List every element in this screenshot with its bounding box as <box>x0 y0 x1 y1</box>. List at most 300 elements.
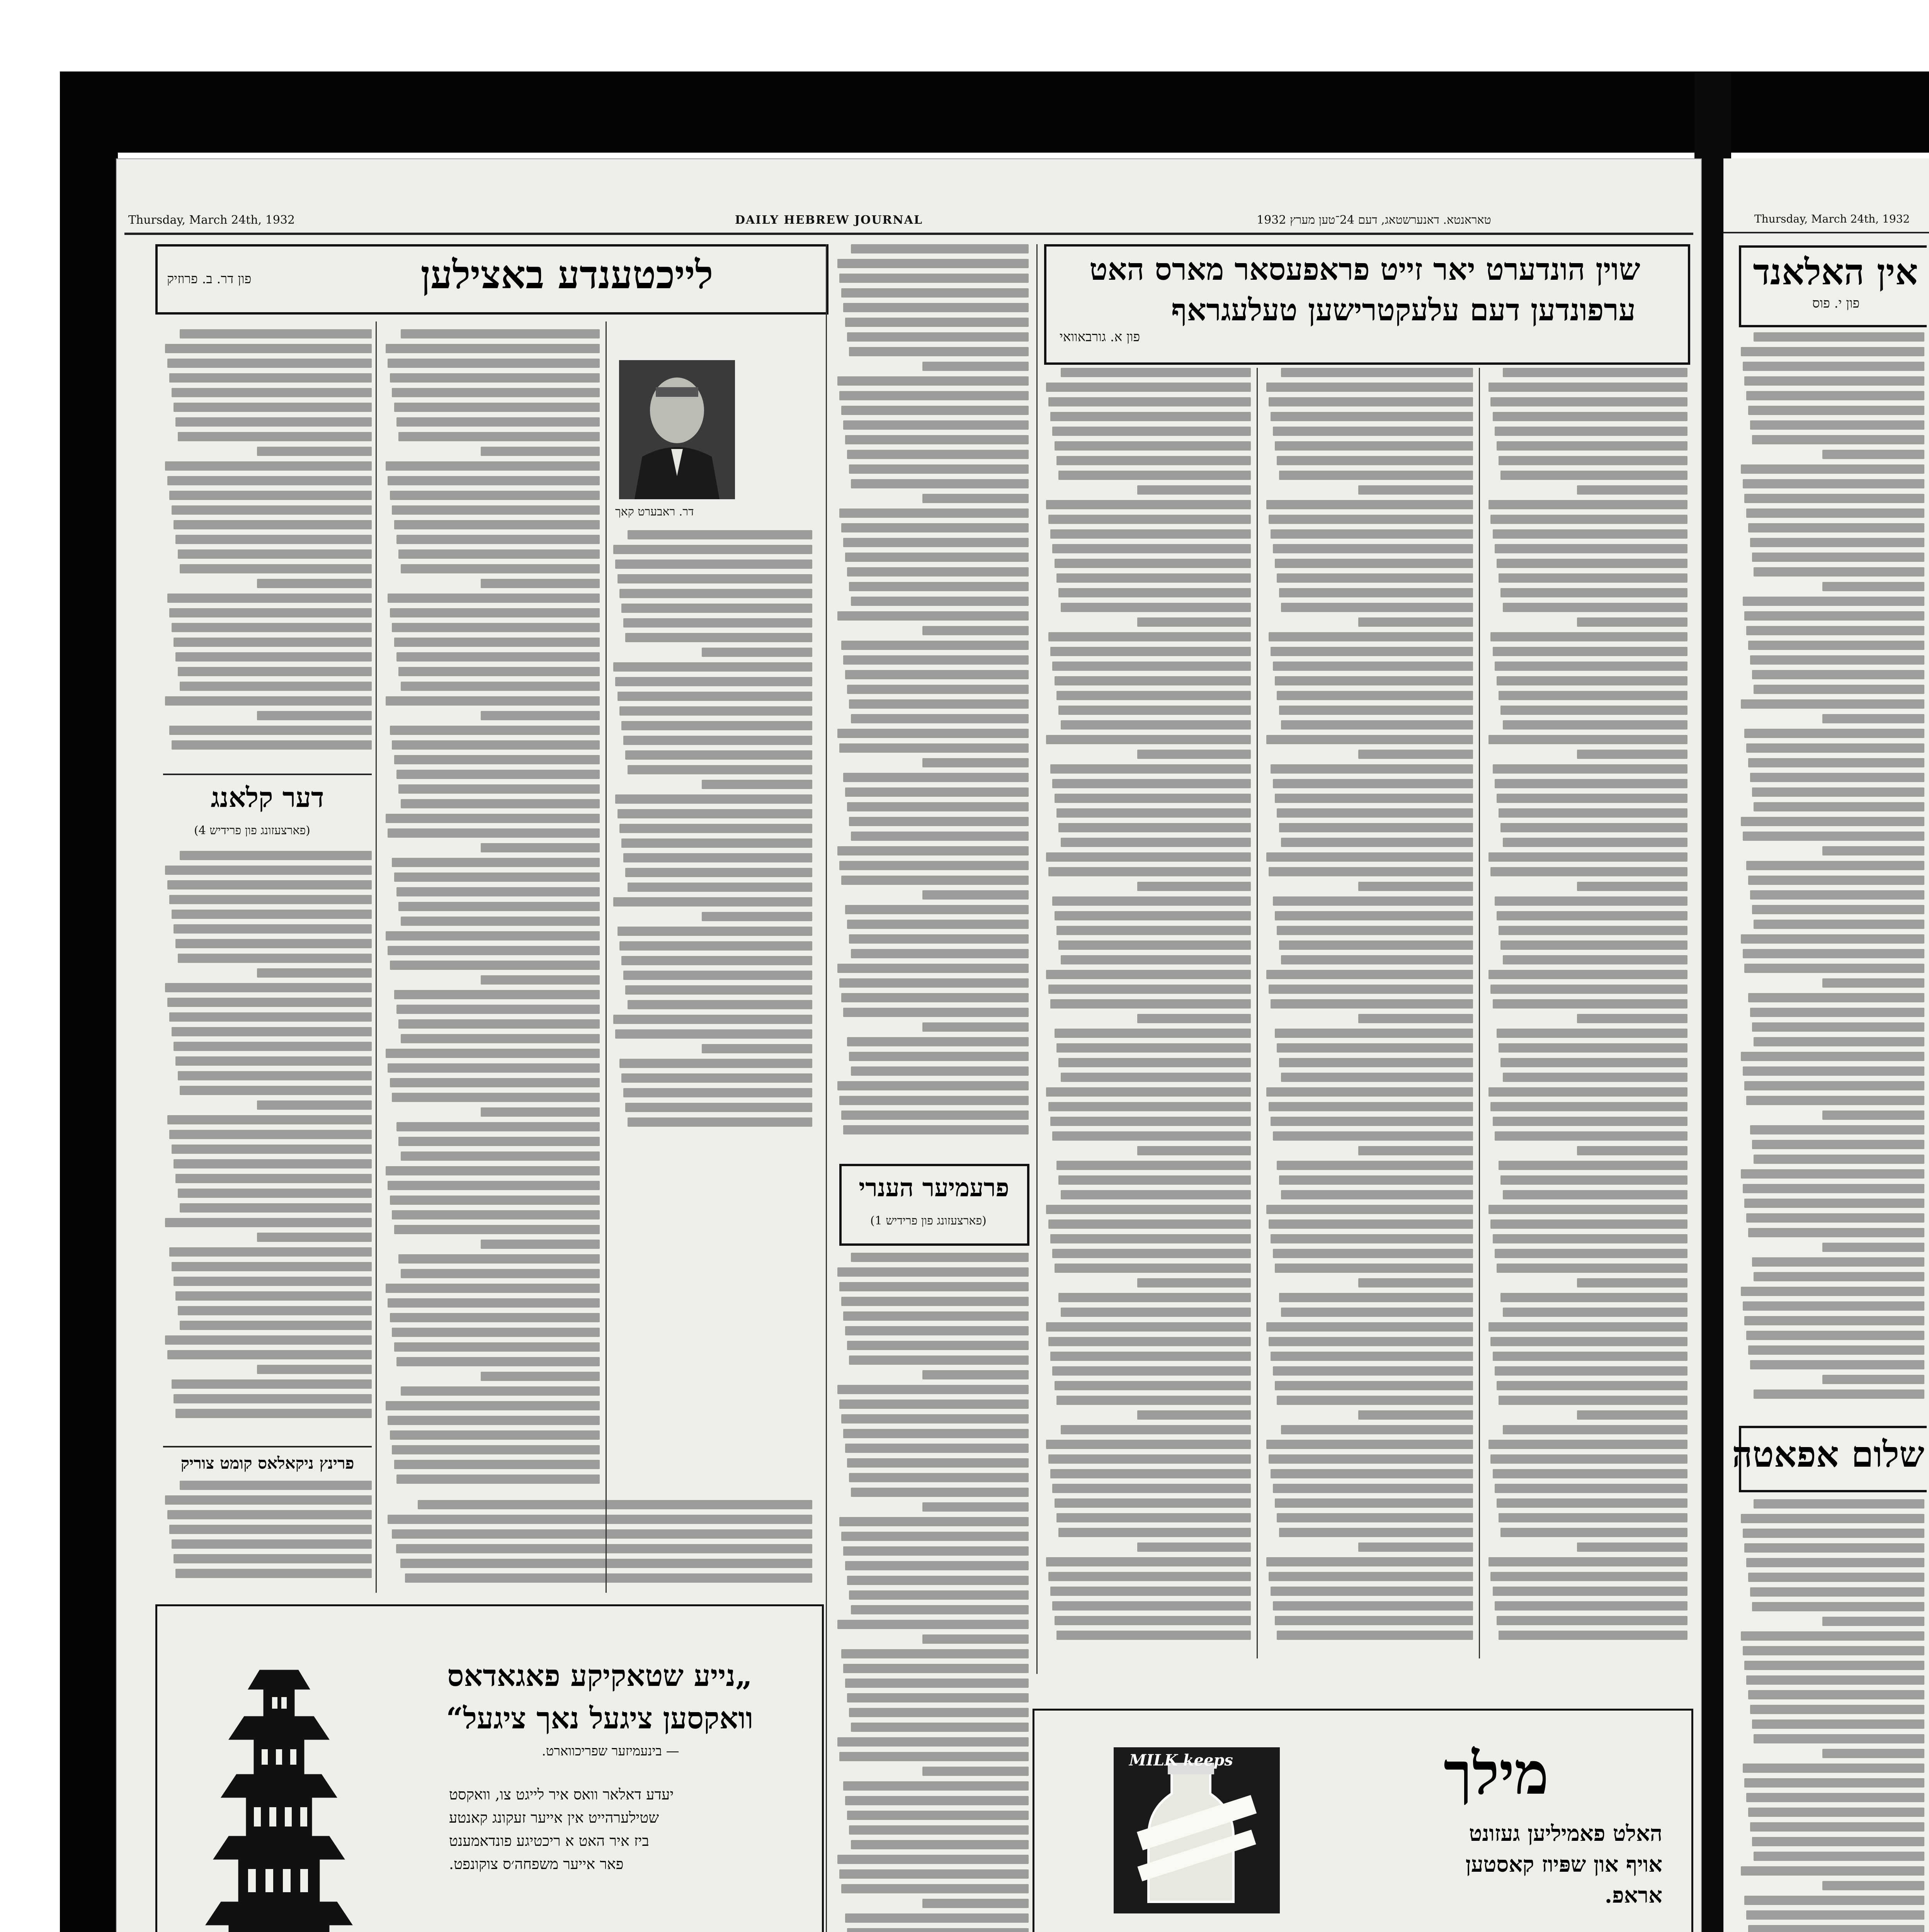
text-line <box>1495 1366 1687 1376</box>
text-line <box>172 1262 372 1271</box>
text-line <box>1499 1631 1687 1640</box>
text-line <box>1056 573 1251 583</box>
text-line <box>1577 1543 1687 1552</box>
text-line <box>1271 1352 1473 1361</box>
nikolas-rule <box>163 1446 372 1447</box>
telegraph-title-1: שוין הונדערט יאר זייט פראפעסאר מארס האט <box>1089 252 1640 287</box>
text-line <box>1358 1014 1473 1023</box>
text-line <box>169 1012 372 1022</box>
text-line <box>1500 471 1687 480</box>
text-line <box>396 1475 600 1484</box>
text-line <box>401 917 600 926</box>
text-line <box>396 1005 600 1014</box>
text-line <box>1277 573 1473 583</box>
text-line <box>1281 955 1473 964</box>
text-line <box>1503 955 1687 964</box>
text-line <box>180 564 372 573</box>
text-line <box>1493 1352 1687 1361</box>
text-line <box>847 1928 1029 1932</box>
text-line <box>922 362 1029 371</box>
text-line <box>843 538 1029 547</box>
text-line <box>1488 383 1687 392</box>
text-line <box>845 1326 1029 1335</box>
text-line <box>398 1137 600 1146</box>
text-line <box>396 1544 812 1553</box>
text-line <box>1275 1381 1473 1390</box>
text-line <box>1269 867 1473 876</box>
text-line <box>1052 1131 1251 1141</box>
text-line <box>165 983 372 992</box>
text-line <box>1046 500 1251 509</box>
lightning-col-3 <box>163 329 372 762</box>
text-line <box>702 912 812 921</box>
text-line <box>1279 471 1473 480</box>
text-line <box>1279 940 1473 950</box>
der-klang-note: (פארצעזונג פון פרידיש 4) <box>194 824 310 837</box>
text-line <box>1046 1087 1251 1097</box>
text-line <box>398 432 600 441</box>
text-line <box>1503 368 1687 377</box>
text-line <box>1499 691 1687 700</box>
adjacent-text-2 <box>1739 1499 1924 1932</box>
text-line <box>1488 1087 1687 1097</box>
text-line <box>1499 808 1687 818</box>
text-line <box>1052 662 1251 671</box>
text-line <box>1055 1029 1251 1038</box>
text-line <box>1503 720 1687 730</box>
text-line <box>1744 376 1924 386</box>
text-line <box>847 802 1029 811</box>
text-line <box>394 1225 600 1234</box>
text-line <box>1046 1205 1251 1214</box>
text-line <box>1750 1360 1924 1369</box>
text-line <box>839 1517 1029 1526</box>
text-line <box>1279 1058 1473 1067</box>
text-line <box>615 1029 812 1039</box>
text-line <box>1748 523 1924 532</box>
text-line <box>1752 670 1924 679</box>
text-line <box>1050 1587 1251 1596</box>
adjacent-page <box>1723 158 1929 1932</box>
text-line <box>388 1298 600 1308</box>
text-line <box>1279 823 1473 832</box>
text-line <box>169 1130 372 1139</box>
text-line <box>702 648 812 657</box>
text-line <box>257 1365 372 1374</box>
text-line <box>1271 764 1473 774</box>
text-line <box>257 1233 372 1242</box>
text-line <box>167 1350 372 1359</box>
text-line <box>1266 735 1473 744</box>
text-line <box>922 1899 1029 1908</box>
text-line <box>1052 1601 1251 1611</box>
text-line <box>1277 1396 1473 1405</box>
text-line <box>1275 1264 1473 1273</box>
text-line <box>847 332 1029 342</box>
text-line <box>1499 1161 1687 1170</box>
text-line <box>837 846 1029 855</box>
text-line <box>1744 1316 1924 1325</box>
text-line <box>851 479 1029 488</box>
text-line <box>1750 1705 1924 1714</box>
text-line <box>1058 471 1251 480</box>
text-line <box>847 1341 1029 1350</box>
text-line <box>1744 1778 1924 1787</box>
text-line <box>1822 846 1924 855</box>
text-line <box>1743 1646 1924 1655</box>
text-line <box>1490 1454 1687 1464</box>
text-line <box>178 954 372 963</box>
text-line <box>1058 1528 1251 1537</box>
text-line <box>847 1811 1029 1820</box>
text-line <box>1822 1111 1924 1120</box>
text-line <box>1275 794 1473 803</box>
text-line <box>1577 882 1687 891</box>
column-rule <box>1479 368 1480 1658</box>
text-line <box>167 1510 372 1519</box>
text-line <box>1275 441 1473 451</box>
telegraph-col-3 <box>1044 368 1251 1655</box>
text-line <box>1822 1243 1924 1252</box>
text-line <box>398 902 600 911</box>
text-line <box>169 726 372 735</box>
text-line <box>175 652 372 662</box>
text-line <box>1137 1543 1251 1552</box>
text-line <box>167 359 372 368</box>
text-line <box>1046 383 1251 392</box>
text-line <box>1266 1205 1473 1214</box>
text-line <box>1493 999 1687 1009</box>
text-line <box>1061 838 1251 847</box>
text-line <box>1277 1513 1473 1522</box>
text-line <box>839 1869 1029 1879</box>
text-line <box>1750 538 1924 547</box>
adjacent-title-2: שלום אפאטה <box>1732 1434 1924 1475</box>
text-line <box>1050 1234 1251 1243</box>
text-line <box>837 1737 1029 1747</box>
text-line <box>1269 632 1473 641</box>
scan-border-top <box>60 71 1929 153</box>
text-line <box>851 949 1029 958</box>
text-line <box>1488 500 1687 509</box>
text-line <box>180 1086 372 1095</box>
scan-border-left <box>60 71 118 1932</box>
text-line <box>1748 641 1924 650</box>
text-line <box>1266 1557 1473 1566</box>
text-line <box>1277 1161 1473 1170</box>
text-line <box>1741 1052 1924 1061</box>
text-line <box>392 740 600 750</box>
text-line <box>1741 1169 1924 1179</box>
text-line <box>1743 479 1924 488</box>
text-line <box>175 1291 372 1301</box>
text-line <box>1488 735 1687 744</box>
text-line <box>390 491 600 500</box>
text-line <box>1266 852 1473 862</box>
text-line <box>1577 617 1687 627</box>
text-line <box>257 711 372 720</box>
text-line <box>1275 676 1473 685</box>
text-line <box>1495 427 1687 436</box>
text-line <box>1746 1331 1924 1340</box>
text-line <box>1493 647 1687 656</box>
text-line <box>392 1093 600 1102</box>
text-line <box>1503 838 1687 847</box>
text-line <box>388 359 600 368</box>
text-line <box>401 1034 600 1043</box>
text-line <box>851 1253 1029 1262</box>
text-line <box>257 1100 372 1110</box>
text-line <box>257 447 372 456</box>
text-line <box>1577 750 1687 759</box>
text-line <box>1137 1278 1251 1287</box>
text-line <box>1499 573 1687 583</box>
text-line <box>1490 1572 1687 1581</box>
text-line <box>1269 1102 1473 1111</box>
text-line <box>1275 1498 1473 1508</box>
text-line <box>1748 993 1924 1002</box>
text-line <box>1061 603 1251 612</box>
text-line <box>169 373 372 383</box>
text-line <box>839 1096 1029 1105</box>
text-line <box>167 998 372 1007</box>
text-line <box>178 1071 372 1080</box>
text-line <box>1822 1881 1924 1890</box>
text-line <box>1748 1345 1924 1355</box>
ontario-body-4: פאר אייער משפחה׳ס צוקונפט. <box>449 1855 624 1872</box>
text-line <box>180 682 372 691</box>
text-line <box>1277 1043 1473 1053</box>
lightning-byline: פון דר. ב. פרוזיק <box>167 271 252 287</box>
text-line <box>1503 1308 1687 1317</box>
text-line <box>178 432 372 441</box>
text-line <box>1500 823 1687 832</box>
text-line <box>401 1151 600 1161</box>
text-line <box>405 1573 813 1583</box>
text-line <box>1048 1219 1251 1229</box>
lightning-title: לייכטענדע באצילען <box>420 252 713 298</box>
text-line <box>388 594 600 603</box>
text-line <box>623 853 812 862</box>
text-line <box>1058 1058 1251 1067</box>
text-line <box>613 1015 812 1024</box>
text-line <box>175 1056 372 1066</box>
text-line <box>1052 896 1251 906</box>
text-line <box>1743 1066 1924 1076</box>
text-line <box>1752 787 1924 797</box>
adjacent-text-1 <box>1739 332 1924 1414</box>
text-line <box>1279 1293 1473 1302</box>
text-line <box>165 344 372 353</box>
text-line <box>1748 1228 1924 1237</box>
text-line <box>1493 1587 1687 1596</box>
text-line <box>1744 1896 1924 1905</box>
text-line <box>1746 509 1924 518</box>
text-line <box>1746 1096 1924 1105</box>
text-line <box>1490 1102 1687 1111</box>
text-line <box>1273 1131 1473 1141</box>
text-line <box>1061 368 1251 377</box>
text-line <box>615 794 812 804</box>
text-line <box>847 1458 1029 1468</box>
text-line <box>1281 1073 1473 1082</box>
text-line <box>394 1460 600 1469</box>
text-line <box>1752 1140 1924 1149</box>
text-line <box>481 1107 600 1117</box>
text-line <box>390 1078 600 1087</box>
text-line <box>1497 911 1687 920</box>
text-line <box>628 530 812 539</box>
text-line <box>1056 1161 1251 1170</box>
text-line <box>1266 1440 1473 1449</box>
text-line <box>1052 1484 1251 1493</box>
text-line <box>613 545 812 554</box>
text-line <box>841 1414 1029 1423</box>
text-line <box>1822 1749 1924 1758</box>
text-line <box>1748 1690 1924 1699</box>
column-rule <box>1257 368 1258 1658</box>
text-line <box>1499 926 1687 935</box>
text-line <box>390 726 600 735</box>
text-line <box>180 1203 372 1213</box>
text-line <box>849 1355 1029 1365</box>
text-line <box>394 1342 600 1352</box>
text-line <box>1275 559 1473 568</box>
middle-column-text <box>835 244 1029 1152</box>
text-line <box>851 1488 1029 1497</box>
nikolas-text <box>163 1481 372 1589</box>
text-line <box>851 1723 1029 1732</box>
text-line <box>1488 970 1687 979</box>
text-line <box>849 1708 1029 1717</box>
text-line <box>169 491 372 500</box>
text-line <box>1358 1146 1473 1155</box>
text-line <box>843 655 1029 665</box>
premier-title: פרעמיער הענרי <box>859 1173 1009 1202</box>
text-line <box>1752 1022 1924 1032</box>
text-line <box>1754 1037 1924 1046</box>
text-line <box>1577 1278 1687 1287</box>
text-line <box>843 303 1029 312</box>
text-line <box>1743 949 1924 958</box>
text-line <box>625 985 812 995</box>
text-line <box>845 1679 1029 1688</box>
text-line <box>1488 1322 1687 1332</box>
der-klang-text <box>163 851 372 1434</box>
text-line <box>1822 978 1924 988</box>
text-line <box>1050 1352 1251 1361</box>
lightning-col-2 <box>383 329 600 1492</box>
text-line <box>1497 1616 1687 1625</box>
text-line <box>1271 1117 1473 1126</box>
text-line <box>1269 1454 1473 1464</box>
text-line <box>1495 662 1687 671</box>
text-line <box>1746 1910 1924 1920</box>
text-line <box>167 880 372 889</box>
text-line <box>845 787 1029 797</box>
text-line <box>174 403 372 412</box>
text-line <box>1277 926 1473 935</box>
text-line <box>418 1500 812 1509</box>
text-line <box>174 1042 372 1051</box>
text-line <box>1754 1389 1924 1399</box>
text-line <box>1279 588 1473 597</box>
text-line <box>1269 1572 1473 1581</box>
text-line <box>922 758 1029 767</box>
text-line <box>619 589 812 598</box>
text-line <box>839 743 1029 753</box>
text-line <box>845 1561 1029 1570</box>
header-rule <box>124 233 1693 235</box>
text-line <box>1273 1601 1473 1611</box>
text-line <box>169 1525 372 1534</box>
text-line <box>1750 1587 1924 1597</box>
text-line <box>1281 603 1473 612</box>
text-line <box>167 1115 372 1124</box>
text-line <box>1281 720 1473 730</box>
text-line <box>1495 1601 1687 1611</box>
text-line <box>628 883 812 892</box>
text-line <box>178 1189 372 1198</box>
text-line <box>1499 1043 1687 1053</box>
text-line <box>1137 485 1251 495</box>
text-line <box>1490 1337 1687 1346</box>
text-line <box>1046 1440 1251 1449</box>
pagoda-illustration <box>171 1655 387 1932</box>
text-line <box>1048 515 1251 524</box>
text-line <box>180 329 372 338</box>
text-line <box>1055 1616 1251 1625</box>
text-line <box>1500 588 1687 597</box>
text-line <box>843 1125 1029 1134</box>
text-line <box>1743 597 1924 606</box>
text-line <box>849 1473 1029 1482</box>
text-line <box>165 696 372 706</box>
text-line <box>1281 368 1473 377</box>
text-line <box>837 729 1029 738</box>
nikolas-title: פרינץ ניקאלאס קומט צוריק <box>180 1454 354 1473</box>
text-line <box>169 1247 372 1257</box>
text-line <box>174 1277 372 1286</box>
text-line <box>837 1855 1029 1864</box>
text-line <box>396 770 600 779</box>
text-line <box>1271 412 1473 421</box>
text-line <box>922 1370 1029 1379</box>
text-line <box>175 1409 372 1418</box>
text-line <box>1743 1184 1924 1193</box>
text-line <box>1743 1764 1924 1773</box>
text-line <box>1277 1631 1473 1640</box>
column-rule <box>376 321 377 1593</box>
text-line <box>837 964 1029 973</box>
text-line <box>1273 544 1473 553</box>
text-line <box>1752 905 1924 914</box>
text-line <box>1061 1425 1251 1434</box>
text-line <box>1493 1234 1687 1243</box>
text-line <box>392 1529 812 1539</box>
text-line <box>386 1049 600 1058</box>
text-line <box>1046 852 1251 862</box>
text-line <box>1822 582 1924 591</box>
text-line <box>1503 1190 1687 1199</box>
text-line <box>851 714 1029 723</box>
text-line <box>401 564 600 573</box>
text-line <box>845 670 1029 679</box>
text-line <box>1752 1837 1924 1846</box>
text-line <box>1497 1029 1687 1038</box>
text-line <box>849 817 1029 826</box>
text-line <box>1048 867 1251 876</box>
